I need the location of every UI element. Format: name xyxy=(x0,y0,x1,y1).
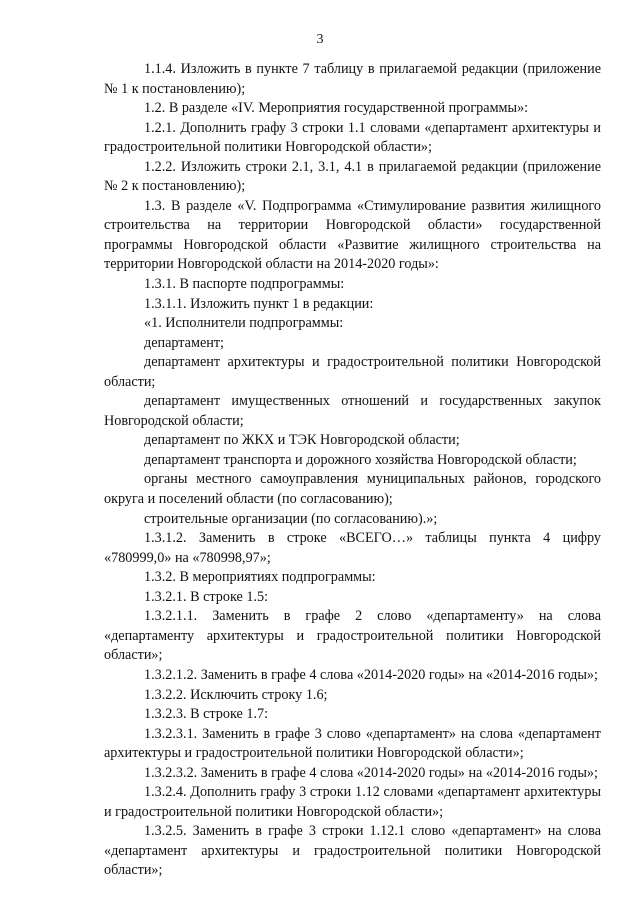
quoted-item-architecture-department: департамент архитектуры и градостроительной политики Новгородской области; xyxy=(104,354,601,390)
page-number: 3 xyxy=(316,32,324,47)
paragraph-1-3-2-5: 1.3.2.5. Заменить в графе 3 строки 1.12.1 слово «департамент» на слова «департамент архитектуры и градостроительной политики Новгородской области»; xyxy=(104,823,601,879)
paragraph-1-3: 1.3. В разделе «V. Подпрограмма «Стимулирование развития жилищного строительства на территории Новгородской области» государственной программы Новгородской области «Развитие жилищного строительства на территории Новгородской области на 2014-2020 годы»: xyxy=(104,197,601,273)
paragraph-1-3-2-4: 1.3.2.4. Дополнить графу 3 строки 1.12 словами «департамент архитектуры и градостроительной политики Новгородской области»; xyxy=(104,784,601,820)
paragraph-1-2-1: 1.2.1. Дополнить графу 3 строки 1.1 словами «департамент архитектуры и градостроительной политики Новгородской области»; xyxy=(104,119,601,156)
paragraph-1-3-2-1-1: 1.3.2.1.1. Заменить в графе 2 слово «департаменту» на слова «департаменту архитектуры и градостроительной политики Новгородской области»; xyxy=(104,608,601,664)
paragraph-1-3-2-3-1: 1.3.2.3.1. Заменить в графе 3 слово «департамент» на слова «департамент архитектуры и градостроительной политики Новгородской области»; xyxy=(104,725,601,762)
paragraph-1-3-2-3: 1.3.2.3. В строке 1.7: xyxy=(144,706,269,723)
quoted-item-property-department: департамент имущественных отношений и государственных закупок Новгородской области; xyxy=(104,393,601,429)
paragraph-1-3-2-1-2: 1.3.2.1.2. Заменить в графе 4 слова «2014-2020 годы» на «2014-2016 годы»; xyxy=(144,666,598,683)
quoted-item-executors: «1. Исполнители подпрограммы: xyxy=(144,315,344,332)
paragraph-1-3-2: 1.3.2. В мероприятиях подпрограммы: xyxy=(144,569,376,586)
paragraph-1-3-1: 1.3.1. В паспорте подпрограммы: xyxy=(144,276,345,293)
paragraph-1-2-2: 1.2.2. Изложить строки 2.1, 3.1, 4.1 в прилагаемой редакции (приложение № 2 к постановлению); xyxy=(104,158,601,195)
paragraph-1-1-4: 1.1.4. Изложить в пункте 7 таблицу в прилагаемой редакции (приложение № 1 к постановлению); xyxy=(104,61,601,97)
paragraph-1-3-2-1: 1.3.2.1. В строке 1.5: xyxy=(144,588,269,605)
paragraph-1-3-1-2: 1.3.1.2. Заменить в строке «ВСЕГО…» таблицы пункта 4 цифру «780999,0» на «780998,97»; xyxy=(104,530,601,566)
paragraph-1-3-2-2: 1.3.2.2. Исключить строку 1.6; xyxy=(144,686,328,703)
quoted-item-construction-organizations: строительные организации (по согласованию).»; xyxy=(144,510,438,527)
paragraph-1-3-1-1: 1.3.1.1. Изложить пункт 1 в редакции: xyxy=(144,295,374,312)
paragraph-1-2: 1.2. В разделе «IV. Мероприятия государственной программы»: xyxy=(144,100,529,117)
document-body xyxy=(104,60,601,881)
quoted-item-department: департамент; xyxy=(144,334,224,351)
paragraph-1-3-2-3-2: 1.3.2.3.2. Заменить в графе 4 слова «2014-2020 годы» на «2014-2016 годы»; xyxy=(144,764,598,781)
quoted-item-transport-department: департамент транспорта и дорожного хозяйства Новгородской области; xyxy=(144,451,577,468)
quoted-item-local-government: органы местного самоуправления муниципальных районов, городского округа и поселений области (по согласованию); xyxy=(104,471,601,508)
quoted-item-housing-department: департамент по ЖКХ и ТЭК Новгородской области; xyxy=(144,432,460,449)
